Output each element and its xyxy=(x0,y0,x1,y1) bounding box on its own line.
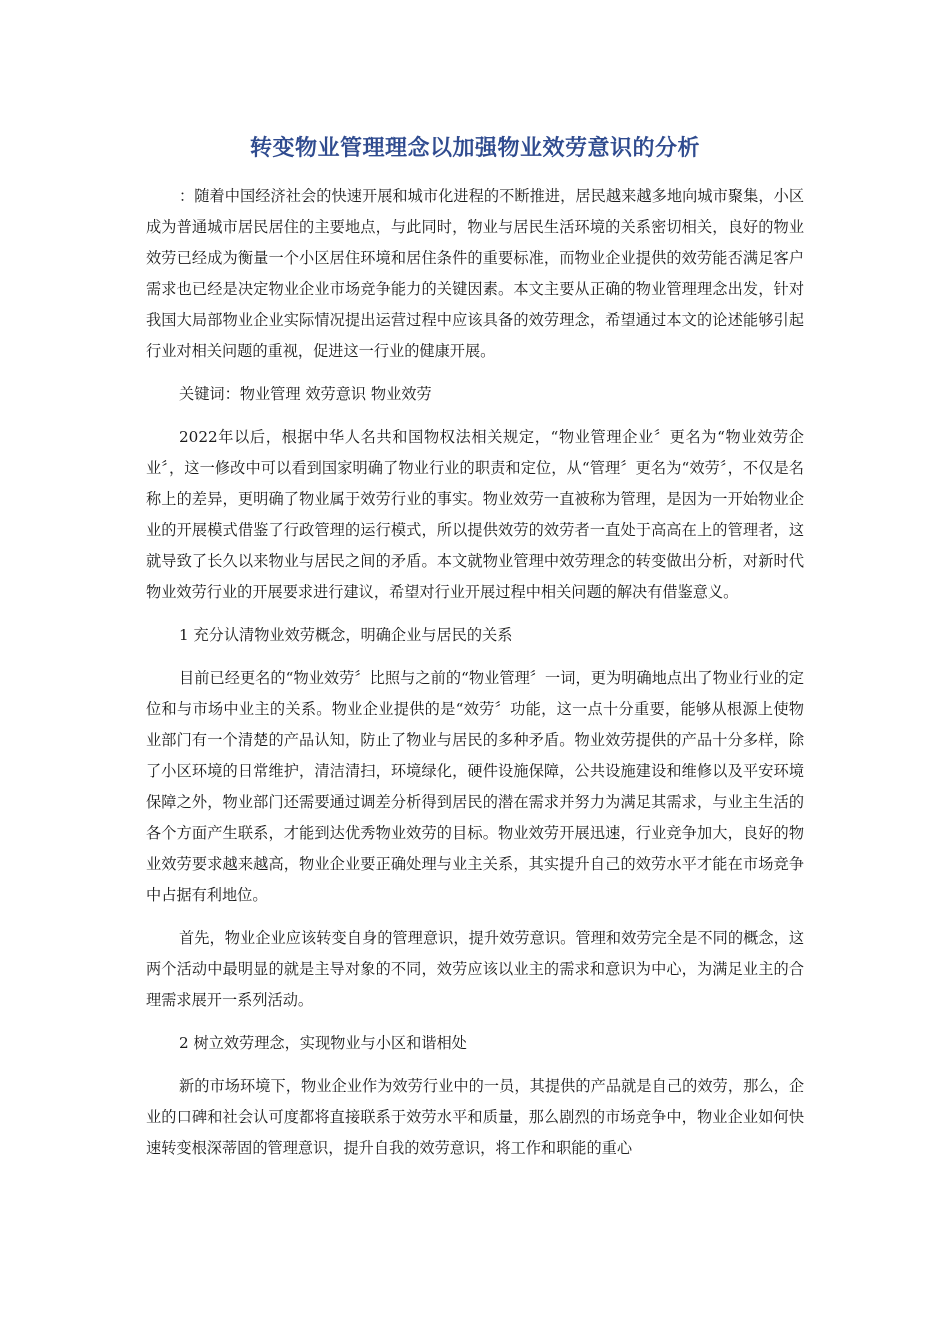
section-2-paragraph-1: 新的市场环境下，物业企业作为效劳行业中的一员，其提供的产品就是自己的效劳，那么，企业的口碑和社会认可度都将直接联系于效劳水平和质量，那么剧烈的市场竞争中，物业企业如何快速转变根深蒂固的管理意识，提升自我的效劳意识，将工作和职能的重心 xyxy=(146,1077,804,1157)
section-1-heading: 1 充分认清物业效劳概念，明确企业与居民的关系 xyxy=(179,626,513,644)
section-1-paragraph-2: 首先，物业企业应该转变自身的管理意识，提升效劳意识。管理和效劳完全是不同的概念，这两个活动中最明显的就是主导对象的不同，效劳应该以业主的需求和意识为中心，为满足业主的合理需求展开一系列活动。 xyxy=(146,929,804,1009)
section-2-heading: 2 树立效劳理念，实现物业与小区和谐相处 xyxy=(179,1034,467,1052)
section-1-paragraph-1: 目前已经更名的“物业效劳〞比照与之前的“物业管理〞一词，更为明确地点出了物业行业的定位和与市场中业主的关系。物业企业提供的是“效劳〞功能，这一点十分重要，能够从根源上使物业部门有一个清楚的产品认知，防止了物业与居民的多种矛盾。物业效劳提供的产品十分多样，除了小区环境的日常维护，清洁清扫，环境绿化，硬件设施保障，公共设施建设和维修以及平安环境保障之外，物业部门还需要通过调差分析得到居民的潜在需求并努力为满足其需求，与业主生活的各个方面产生联系，才能到达优秀物业效劳的目标。物业效劳开展迅速，行业竞争加大，良好的物业效劳要求越来越高，物业企业要正确处理与业主关系，其实提升自己的效劳水平才能在市场竞争中占据有利地位。 xyxy=(146,669,804,904)
abstract-paragraph: ：随着中国经济社会的快速开展和城市化进程的不断推进，居民越来越多地向城市聚集，小区成为普通城市居民居住的主要地点，与此同时，物业与居民生活环境的关系密切相关，良好的物业效劳已经成为衡量一个小区居住环境和居住条件的重要标准，而物业企业提供的效劳能否满足客户需求也已经是决定物业企业市场竞争能力的关键因素。本文主要从正确的物业管理理念出发，针对我国大局部物业企业实际情况提出运营过程中应该具备的效劳理念，希望通过本文的论述能够引起行业对相关问题的重视，促进这一行业的健康开展。 xyxy=(146,187,804,360)
keywords-line: 关键词：物业管理 效劳意识 物业效劳 xyxy=(179,385,432,403)
intro-paragraph: 2022年以后，根据中华人名共和国物权法相关规定，“物业管理企业〞更名为“物业效劳企业〞，这一修改中可以看到国家明确了物业行业的职责和定位，从“管理〞更名为“效劳〞，不仅是名称上的差异，更明确了物业属于效劳行业的事实。物业效劳一直被称为管理，是因为一开始物业企业的开展模式借鉴了行政管理的运行模式，所以提供效劳的效劳者一直处于高高在上的管理者，这就导致了长久以来物业与居民之间的矛盾。本文就物业管理中效劳理念的转变做出分析，对新时代物业效劳行业的开展要求进行建议，希望对行业开展过程中相关问题的解决有借鉴意义。 xyxy=(146,428,804,601)
document-title: 转变物业管理理念以加强物业效劳意识的分析 xyxy=(249,136,700,161)
document-page xyxy=(146,134,804,1176)
